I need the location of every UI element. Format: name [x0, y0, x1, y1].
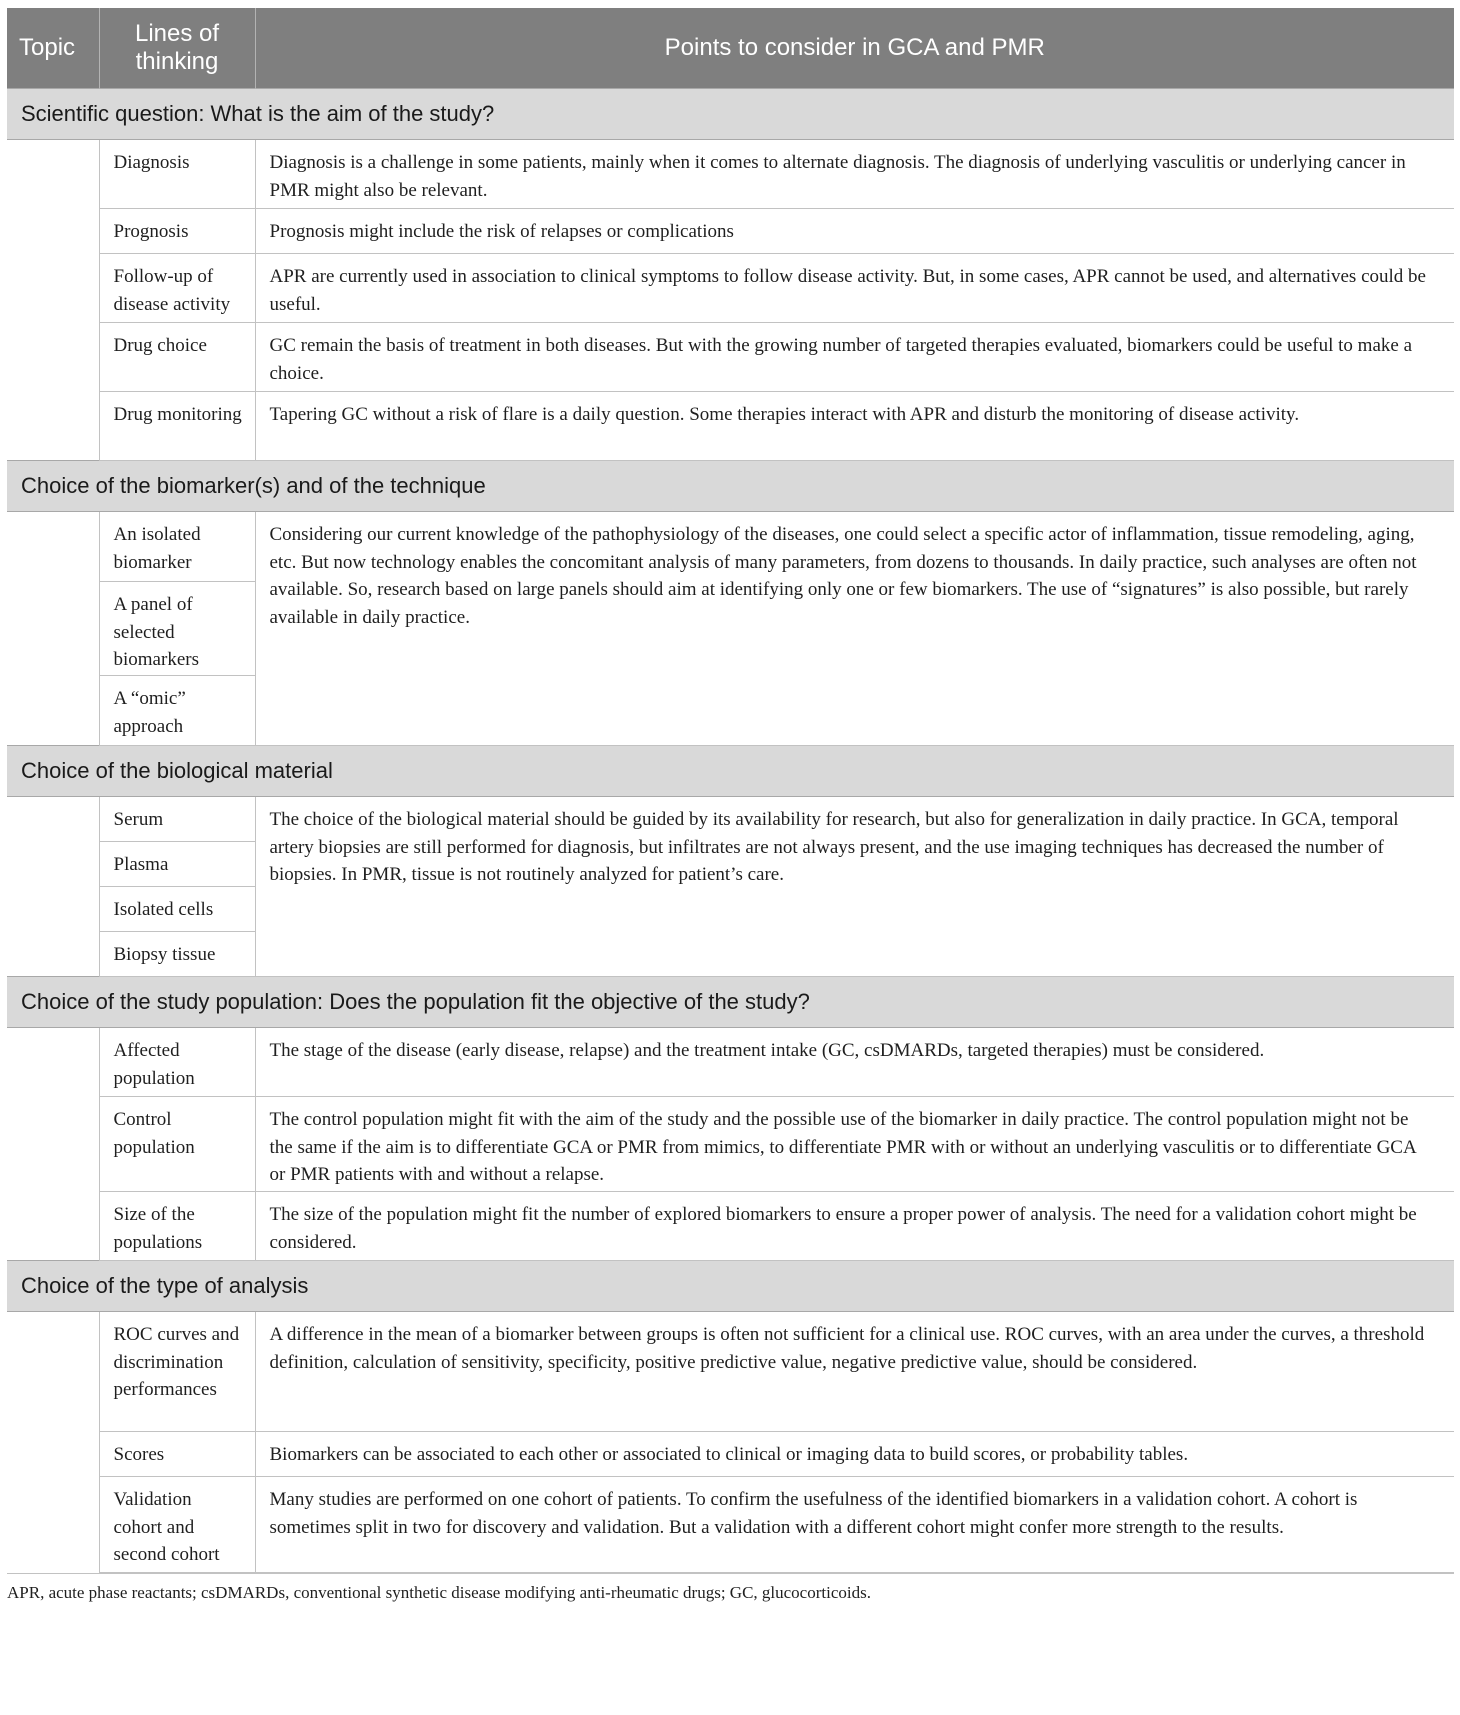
- section-row: [7, 1261, 1454, 1312]
- line-cell: Drug choice: [99, 323, 255, 392]
- line-cell: Serum: [99, 797, 255, 842]
- line-cell: Prognosis: [99, 209, 255, 254]
- point-cell: The choice of the biological material should be guided by its availability for research, but also for generalization in daily practice. In GCA, temporal artery biopsies are still performed for diagnosis, but infiltrates are not always present, and the use imaging techniques has decreased the number of biopsies. In PMR, tissue is not routinely analyzed for patient’s care.: [255, 797, 1454, 977]
- line-cell: Isolated cells: [99, 887, 255, 932]
- header-points: Points to consider in GCA and PMR: [255, 8, 1454, 89]
- considerations-table: [7, 8, 1454, 1573]
- section-row: [7, 89, 1454, 140]
- table-footnote: APR, acute phase reactants; csDMARDs, conventional synthetic disease modifying anti-rheumatic drugs; GC, glucocorticoids.: [7, 1583, 871, 1602]
- header-lines: Lines of thinking: [99, 8, 255, 89]
- table-row: [7, 1028, 1454, 1097]
- line-cell: Plasma: [99, 842, 255, 887]
- section-row: [7, 977, 1454, 1028]
- line-cell: A panel of selected biomarkers: [99, 582, 255, 676]
- line-cell: A “omic” approach: [99, 676, 255, 746]
- point-cell: The stage of the disease (early disease, relapse) and the treatment intake (GC, csDMARDs, targeted therapies) must be considered.: [255, 1028, 1454, 1097]
- section-row: [7, 461, 1454, 512]
- line-cell: Validation cohort and second cohort: [99, 1477, 255, 1573]
- point-cell: Biomarkers can be associated to each other or associated to clinical or imaging data to build scores, or probability tables.: [255, 1432, 1454, 1477]
- table-row: [7, 209, 1454, 254]
- table-row: [7, 1477, 1454, 1573]
- line-cell: Control population: [99, 1097, 255, 1192]
- header-row: [7, 8, 1454, 89]
- table-container: [7, 8, 1454, 1603]
- line-cell: Affected population: [99, 1028, 255, 1097]
- section-title: Choice of the type of analysis: [7, 1261, 1454, 1312]
- point-cell: A difference in the mean of a biomarker between groups is often not sufficient for a clinical use. ROC curves, with an area under the curves, a threshold definition, calculation of sensitivity, specificity, positive predictive value, negative predictive value, should be considered.: [255, 1312, 1454, 1432]
- section-row: [7, 746, 1454, 797]
- line-cell: Drug monitoring: [99, 392, 255, 461]
- table-row: [7, 323, 1454, 392]
- line-cell: Biopsy tissue: [99, 932, 255, 977]
- table-row: [7, 392, 1454, 461]
- point-cell: Prognosis might include the risk of relapses or complications: [255, 209, 1454, 254]
- line-cell: Size of the populations: [99, 1192, 255, 1261]
- section-title: Scientific question: What is the aim of the study?: [7, 89, 1454, 140]
- point-cell: Diagnosis is a challenge in some patients, mainly when it comes to alternate diagnosis. The diagnosis of underlying vasculitis or underlying cancer in PMR might also be relevant.: [255, 140, 1454, 209]
- table-row: [7, 1312, 1454, 1432]
- table-row: [7, 797, 1454, 842]
- table-row: [7, 512, 1454, 582]
- section-title: Choice of the biomarker(s) and of the technique: [7, 461, 1454, 512]
- point-cell: The control population might fit with the aim of the study and the possible use of the biomarker in daily practice. The control population might not be the same if the aim is to differentiate GCA or PMR from mimics, to differentiate PMR with or without an underlying vasculitis or to differentiate GCA or PMR patients with and without a relapse.: [255, 1097, 1454, 1192]
- line-cell: ROC curves and discrimination performances: [99, 1312, 255, 1432]
- line-cell: An isolated biomarker: [99, 512, 255, 582]
- point-cell: GC remain the basis of treatment in both diseases. But with the growing number of targeted therapies evaluated, biomarkers could be useful to make a choice.: [255, 323, 1454, 392]
- point-cell: Tapering GC without a risk of flare is a daily question. Some therapies interact with APR and disturb the monitoring of disease activity.: [255, 392, 1454, 461]
- line-cell: Scores: [99, 1432, 255, 1477]
- point-cell: Many studies are performed on one cohort of patients. To confirm the usefulness of the identified biomarkers in a validation cohort. A cohort is sometimes split in two for discovery and validation. But a validation with a different cohort might confer more strength to the results.: [255, 1477, 1454, 1573]
- table-row: [7, 140, 1454, 209]
- table-row: [7, 1432, 1454, 1477]
- table-row: [7, 1097, 1454, 1192]
- point-cell: The size of the population might fit the number of explored biomarkers to ensure a proper power of analysis. The need for a validation cohort might be considered.: [255, 1192, 1454, 1261]
- point-cell: APR are currently used in association to clinical symptoms to follow disease activity. But, in some cases, APR cannot be used, and alternatives could be useful.: [255, 254, 1454, 323]
- line-cell: Diagnosis: [99, 140, 255, 209]
- point-cell: Considering our current knowledge of the pathophysiology of the diseases, one could select a specific actor of inflammation, tissue remodeling, aging, etc. But now technology enables the concomitant analysis of many parameters, from dozens to thousands. In daily practice, such analyses are often not available. So, research based on large panels should aim at identifying only one or few biomarkers. The use of “signatures” is also possible, but rarely available in daily practice.: [255, 512, 1454, 746]
- table-row: [7, 254, 1454, 323]
- section-title: Choice of the biological material: [7, 746, 1454, 797]
- line-cell: Follow-up of disease activity: [99, 254, 255, 323]
- table-row: [7, 1192, 1454, 1261]
- section-title: Choice of the study population: Does the population fit the objective of the study?: [7, 977, 1454, 1028]
- header-topic: Topic: [7, 8, 99, 89]
